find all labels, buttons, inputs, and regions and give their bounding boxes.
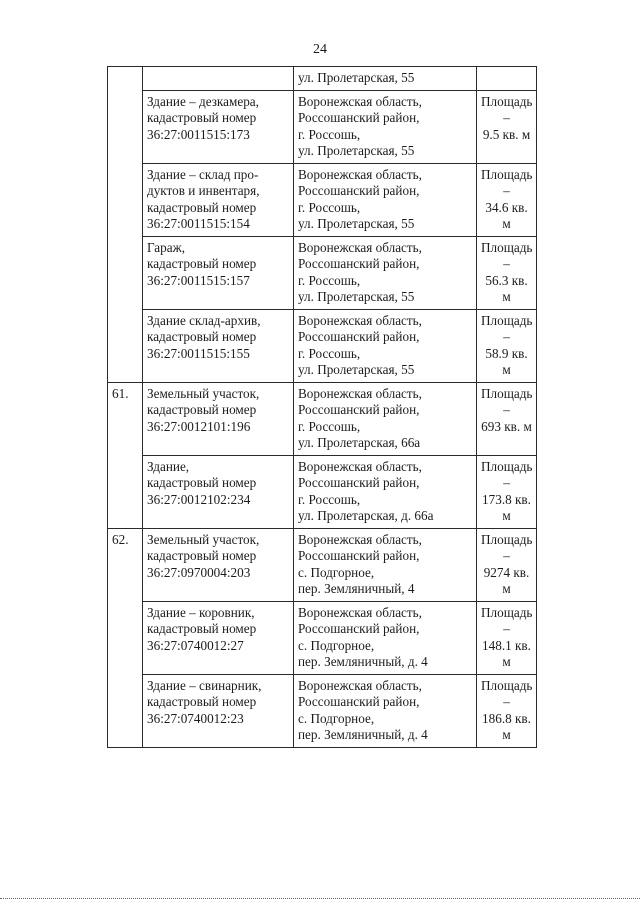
table-row: [108, 90, 537, 163]
row-number-cell: 62.: [108, 528, 143, 747]
object-name-cell: [143, 67, 294, 91]
area-cell: Площадь – 34.6 кв. м: [477, 163, 537, 236]
area-cell: Площадь – 173.8 кв. м: [477, 455, 537, 528]
area-cell: Площадь – 58.9 кв. м: [477, 309, 537, 382]
table-row: [108, 163, 537, 236]
object-name-cell: Здание – коровник, кадастровый номер 36:27:0740012:27: [143, 601, 294, 674]
address-cell: Воронежская область, Россошанский район, с. Подгорное, пер. Земляничный, д. 4: [294, 674, 477, 747]
table-row: [108, 382, 537, 455]
area-cell: Площадь – 693 кв. м: [477, 382, 537, 455]
table-row: [108, 455, 537, 528]
object-name-cell: Здание – склад про- дуктов и инвентаря, кадастровый номер 36:27:0011515:154: [143, 163, 294, 236]
area-cell: [477, 67, 537, 91]
table-row: [108, 236, 537, 309]
area-cell: Площадь – 9.5 кв. м: [477, 90, 537, 163]
table-row: [108, 674, 537, 747]
object-name-cell: Земельный участок, кадастровый номер 36:27:0012101:196: [143, 382, 294, 455]
table-row: [108, 309, 537, 382]
page-number: 24: [313, 42, 327, 57]
object-name-cell: Здание склад-архив, кадастровый номер 36:27:0011515:155: [143, 309, 294, 382]
object-name-cell: Земельный участок, кадастровый номер 36:27:0970004:203: [143, 528, 294, 601]
address-cell: Воронежская область, Россошанский район, г. Россошь, ул. Пролетарская, 55: [294, 309, 477, 382]
object-name-cell: Здание, кадастровый номер 36:27:0012102:234: [143, 455, 294, 528]
address-cell: Воронежская область, Россошанский район, с. Подгорное, пер. Земляничный, д. 4: [294, 601, 477, 674]
table-row: [108, 528, 537, 601]
object-name-cell: Здание – дезкамера, кадастровый номер 36:27:0011515:173: [143, 90, 294, 163]
area-cell: Площадь – 148.1 кв. м: [477, 601, 537, 674]
area-cell: Площадь – 9274 кв. м: [477, 528, 537, 601]
footer-divider: [0, 898, 640, 899]
row-number-cell: 61.: [108, 382, 143, 528]
address-cell: Воронежская область, Россошанский район, г. Россошь, ул. Пролетарская, 55: [294, 90, 477, 163]
address-cell: Воронежская область, Россошанский район, г. Россошь, ул. Пролетарская, 66а: [294, 382, 477, 455]
object-name-cell: Здание – свинарник, кадастровый номер 36:27:0740012:23: [143, 674, 294, 747]
address-cell: Воронежская область, Россошанский район, г. Россошь, ул. Пролетарская, 55: [294, 163, 477, 236]
table-row: [108, 601, 537, 674]
address-cell: Воронежская область, Россошанский район, с. Подгорное, пер. Земляничный, 4: [294, 528, 477, 601]
area-cell: Площадь – 56.3 кв. м: [477, 236, 537, 309]
area-cell: Площадь – 186.8 кв. м: [477, 674, 537, 747]
table-row: [108, 67, 537, 91]
property-table-body: [108, 67, 537, 748]
property-table: [107, 66, 537, 748]
object-name-cell: Гараж, кадастровый номер 36:27:0011515:157: [143, 236, 294, 309]
address-cell: Воронежская область, Россошанский район, г. Россошь, ул. Пролетарская, д. 66а: [294, 455, 477, 528]
address-cell: ул. Пролетарская, 55: [294, 67, 477, 91]
address-cell: Воронежская область, Россошанский район, г. Россошь, ул. Пролетарская, 55: [294, 236, 477, 309]
row-number-cell: [108, 67, 143, 383]
